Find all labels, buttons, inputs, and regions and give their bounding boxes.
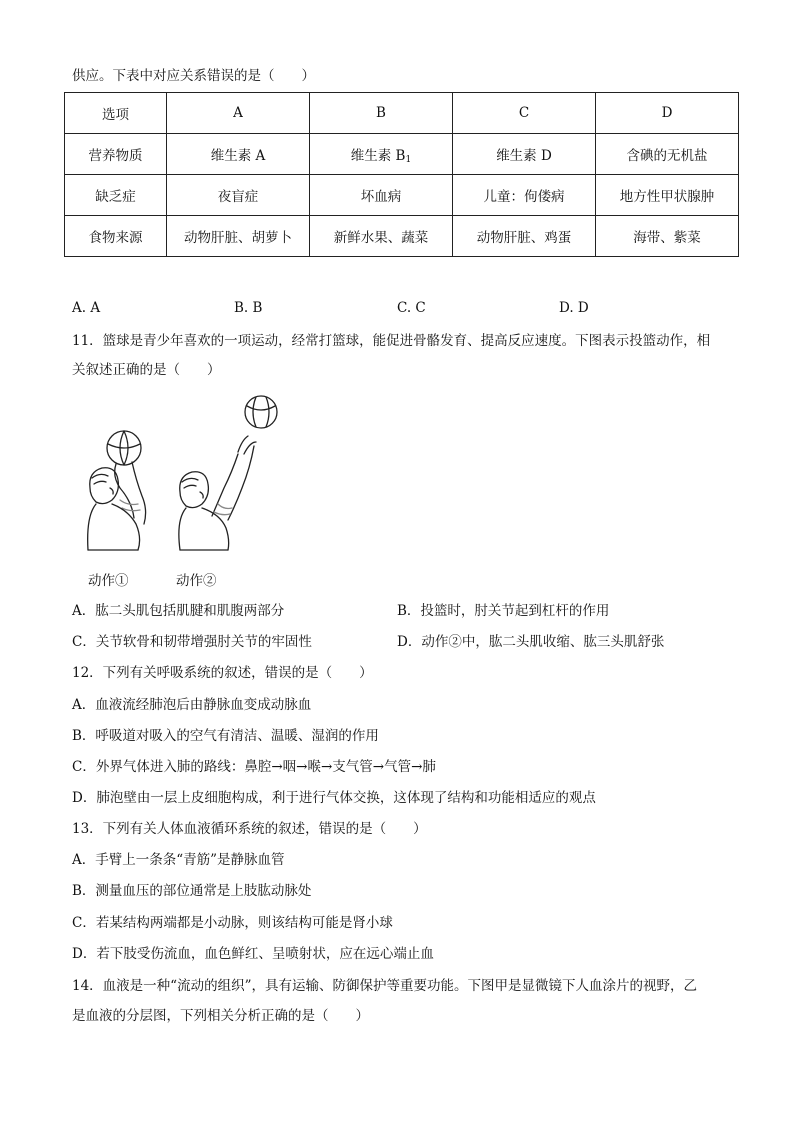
q13-stem: 13．下列有关人体血液循环系统的叙述，错误的是（ ）: [72, 821, 427, 837]
table-cell: [310, 134, 453, 175]
q13-choice-c[interactable]: C．若某结构两端都是小动脉，则该结构可能是肾小球: [72, 915, 393, 931]
q11-choice-d[interactable]: D．动作②中，肱二头肌收缩、肱三头肌舒张: [397, 634, 665, 650]
caption-action-2: 动作②: [176, 573, 217, 589]
table-cell: 含碘的无机盐: [596, 134, 739, 175]
q11-choice-c[interactable]: C．关节软骨和韧带增强肘关节的牢固性: [72, 634, 312, 650]
table-cell: 缺乏症: [65, 175, 167, 216]
table-cell: A: [167, 93, 310, 134]
table-cell: 动物肝脏、鸡蛋: [453, 216, 596, 257]
action-1-drawing: [88, 431, 146, 550]
basketball-shooting-figure: [72, 392, 302, 557]
table-cell: 营养物质: [65, 134, 167, 175]
table-cell: 夜盲症: [167, 175, 310, 216]
table-cell: C: [453, 93, 596, 134]
table-cell: 儿童：佝偻病: [453, 175, 596, 216]
table-cell: 维生素 A: [167, 134, 310, 175]
q14-stem-line2: 是血液的分层图，下列相关分析正确的是（ ）: [72, 1008, 369, 1024]
q10-choice-b[interactable]: B. B: [234, 300, 263, 316]
table-cell: 地方性甲状腺肿: [596, 175, 739, 216]
q14-stem-line1: 14．血液是一种“流动的组织”，具有运输、防御保护等重要功能。下图甲是显微镜下人血涂片的视野，乙: [72, 978, 697, 994]
q12-choice-a[interactable]: A．血液流经肺泡后由静脉血变成动脉血: [72, 697, 312, 713]
q12-choice-c[interactable]: C．外界气体进入肺的路线：鼻腔→咽→喉→支气管→气管→肺: [72, 759, 436, 775]
table-cell: 选项: [65, 93, 167, 134]
table-cell: 维生素 D: [453, 134, 596, 175]
table-row: [65, 93, 739, 134]
table-cell: 新鲜水果、蔬菜: [310, 216, 453, 257]
basketball-icon: [245, 396, 277, 428]
q10-choice-d[interactable]: D. D: [559, 300, 589, 316]
table-row: [65, 216, 739, 257]
nutrient-table: [64, 92, 739, 257]
table-cell: B: [310, 93, 453, 134]
q11-stem-line1: 11．篮球是青少年喜欢的一项运动，经常打篮球，能促进骨骼发育、提高反应速度。下图表示投篮动作，相: [72, 333, 711, 349]
table-row: [65, 134, 739, 175]
q12-choice-b[interactable]: B．呼吸道对吸入的空气有清洁、温暖、湿润的作用: [72, 728, 379, 744]
q11-stem-line2: 关叙述正确的是（ ）: [72, 362, 221, 378]
q10-intro: 供应。下表中对应关系错误的是（ ）: [72, 68, 315, 84]
table-cell: 海带、紫菜: [596, 216, 739, 257]
q13-choice-b[interactable]: B．测量血压的部位通常是上肢肱动脉处: [72, 883, 312, 899]
q10-choice-c[interactable]: C. C: [397, 300, 426, 316]
q12-choice-d[interactable]: D．肺泡壁由一层上皮细胞构成，利于进行气体交换，这体现了结构和功能相适应的观点: [72, 790, 596, 806]
q13-choice-a[interactable]: A．手臂上一条条“青筋”是静脉血管: [72, 852, 285, 868]
table-cell: D: [596, 93, 739, 134]
table-cell: 坏血病: [310, 175, 453, 216]
vitamin-b-subscript: 1: [405, 154, 412, 165]
q11-choice-a[interactable]: A．肱二头肌包括肌腱和肌腹两部分: [72, 603, 285, 619]
vitamin-b-label: 维生素 B: [350, 147, 406, 164]
q11-choice-b[interactable]: B．投篮时，肘关节起到杠杆的作用: [397, 603, 610, 619]
table-cell: 动物肝脏、胡萝卜: [167, 216, 310, 257]
q12-stem: 12．下列有关呼吸系统的叙述，错误的是（ ）: [72, 665, 373, 681]
action-2-drawing: [179, 396, 277, 550]
q13-choice-d[interactable]: D．若下肢受伤流血，血色鲜红、呈喷射状，应在远心端止血: [72, 946, 434, 962]
table-cell: 食物来源: [65, 216, 167, 257]
table-row: [65, 175, 739, 216]
q10-choice-a[interactable]: A. A: [72, 300, 101, 316]
caption-action-1: 动作①: [88, 573, 129, 589]
